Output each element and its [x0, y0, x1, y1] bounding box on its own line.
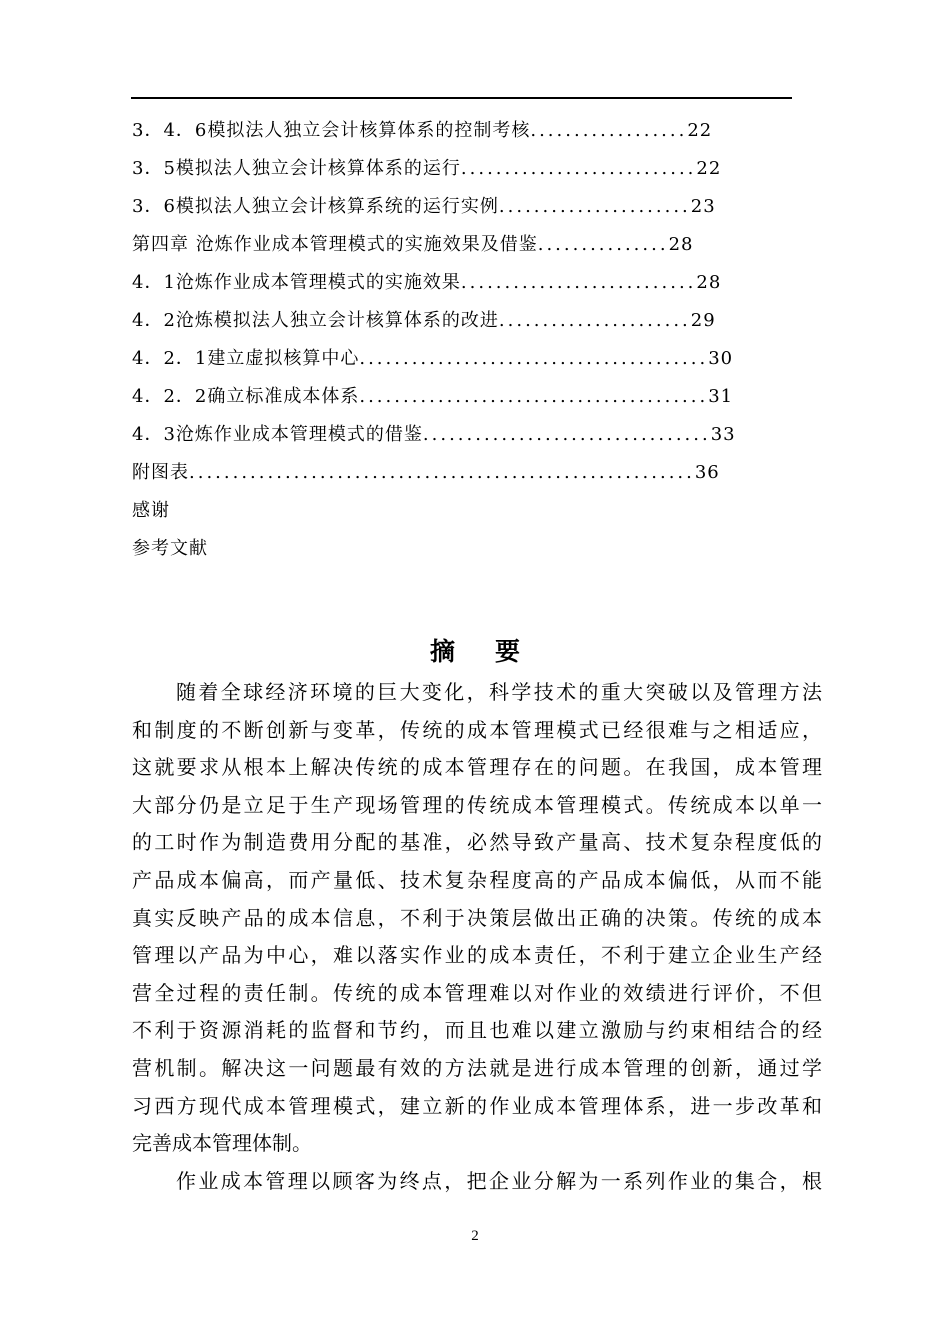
toc-entry-title: 3．4．6模拟法人独立会计核算体系的控制考核: [132, 120, 531, 141]
table-of-contents: [132, 112, 822, 568]
abstract-body: [132, 674, 822, 1200]
toc-entry-page: 22: [687, 120, 713, 141]
toc-entry-title: 4．2沧炼模拟法人独立会计核算体系的改进: [132, 310, 499, 331]
abstract-line: 营机制。解决这一问题最有效的方法就是进行成本管理的创新，通过学: [132, 1055, 822, 1080]
toc-entry: [132, 454, 818, 492]
abstract-line: 和制度的不断创新与变革，传统的成本管理模式已经很难与之相适应，: [132, 717, 822, 742]
toc-dot-leader: ...........................: [460, 158, 697, 179]
toc-dot-leader: .................................: [422, 424, 711, 445]
toc-entry: [132, 112, 822, 150]
toc-entry: [132, 416, 822, 454]
toc-dot-leader: ..........................................................: [189, 462, 695, 483]
toc-entry-title: 3．5模拟法人独立会计核算体系的运行: [132, 158, 461, 179]
abstract-line: 产品成本偏高，而产量低、技术复杂程度高的产品成本偏低，从而不能: [132, 867, 822, 892]
toc-dot-leader: ......................: [498, 310, 691, 331]
abstract-line: 作业成本管理以顾客为终点，把企业分解为一系列作业的集合，根: [176, 1168, 822, 1193]
toc-entry-title: 第四章 沧炼作业成本管理模式的实施效果及借鉴: [132, 234, 538, 255]
toc-entry-page: 33: [710, 424, 736, 445]
toc-entry-title: 附图表: [132, 462, 189, 483]
toc-entry-page: 31: [708, 386, 734, 407]
toc-entry: [132, 188, 822, 226]
toc-entry-page: 28: [696, 272, 722, 293]
abstract-line: 这就要求从根本上解决传统的成本管理存在的问题。在我国，成本管理: [132, 755, 822, 780]
abstract-line: 习西方现代成本管理模式，建立新的作业成本管理体系，进一步改革和: [132, 1093, 822, 1118]
toc-entry-title: 4．3沧炼作业成本管理模式的借鉴: [132, 424, 423, 445]
toc-entry-title: 4．2．2确立标准成本体系: [132, 386, 360, 407]
toc-entry-acknowledgements: 感谢: [132, 500, 170, 521]
abstract-line: 大部分仍是立足于生产现场管理的传统成本管理模式。传统成本以单一: [132, 792, 822, 817]
toc-entry: [132, 340, 822, 378]
toc-dot-leader: ...........................: [460, 272, 697, 293]
abstract-line: 真实反映产品的成本信息，不利于决策层做出正确的决策。传统的成本: [132, 905, 822, 930]
abstract-line: 管理以产品为中心，难以落实作业的成本责任，不利于建立企业生产经: [132, 943, 822, 968]
abstract-line: 完善成本管理体制。: [132, 1131, 312, 1156]
toc-entry-title: 4．1沧炼作业成本管理模式的实施效果: [132, 272, 461, 293]
toc-dot-leader: ........................................: [359, 386, 709, 407]
toc-dot-leader: ........................................: [359, 348, 709, 369]
abstract-line: 随着全球经济环境的巨大变化，科学技术的重大突破以及管理方法: [176, 680, 822, 704]
toc-entry-page: 28: [668, 234, 694, 255]
toc-entry-page: 22: [696, 158, 722, 179]
toc-entry-page: 23: [690, 196, 716, 217]
toc-dot-leader: ...............: [537, 234, 669, 255]
abstract-title: 摘要: [429, 637, 560, 666]
toc-entry-title: 3．6模拟法人独立会计核算系统的运行实例: [132, 196, 499, 217]
toc-entry-title: 4．2．1建立虚拟核算中心: [132, 348, 360, 369]
toc-entry-page: 36: [694, 462, 720, 483]
toc-dot-leader: ..................: [530, 120, 688, 141]
abstract-line: 不利于资源消耗的监督和节约，而且也难以建立激励与约束相结合的经: [132, 1018, 822, 1043]
abstract-line: 营全过程的责任制。传统的成本管理难以对作业的效绩进行评价，不但: [132, 980, 822, 1005]
toc-entry: [132, 264, 822, 302]
toc-entry: [132, 302, 822, 340]
toc-entry-references: 参考文献: [132, 538, 208, 559]
toc-entry-page: 29: [690, 310, 716, 331]
toc-entry: [132, 150, 822, 188]
toc-dot-leader: ......................: [498, 196, 691, 217]
header-rule: [131, 97, 792, 99]
page-number: 2: [471, 1228, 479, 1244]
abstract-line: 的工时作为制造费用分配的基准，必然导致产量高、技术复杂程度低的: [132, 830, 822, 855]
toc-entry: [132, 226, 818, 264]
toc-entry-page: 30: [708, 348, 734, 369]
toc-entry: [132, 378, 822, 416]
